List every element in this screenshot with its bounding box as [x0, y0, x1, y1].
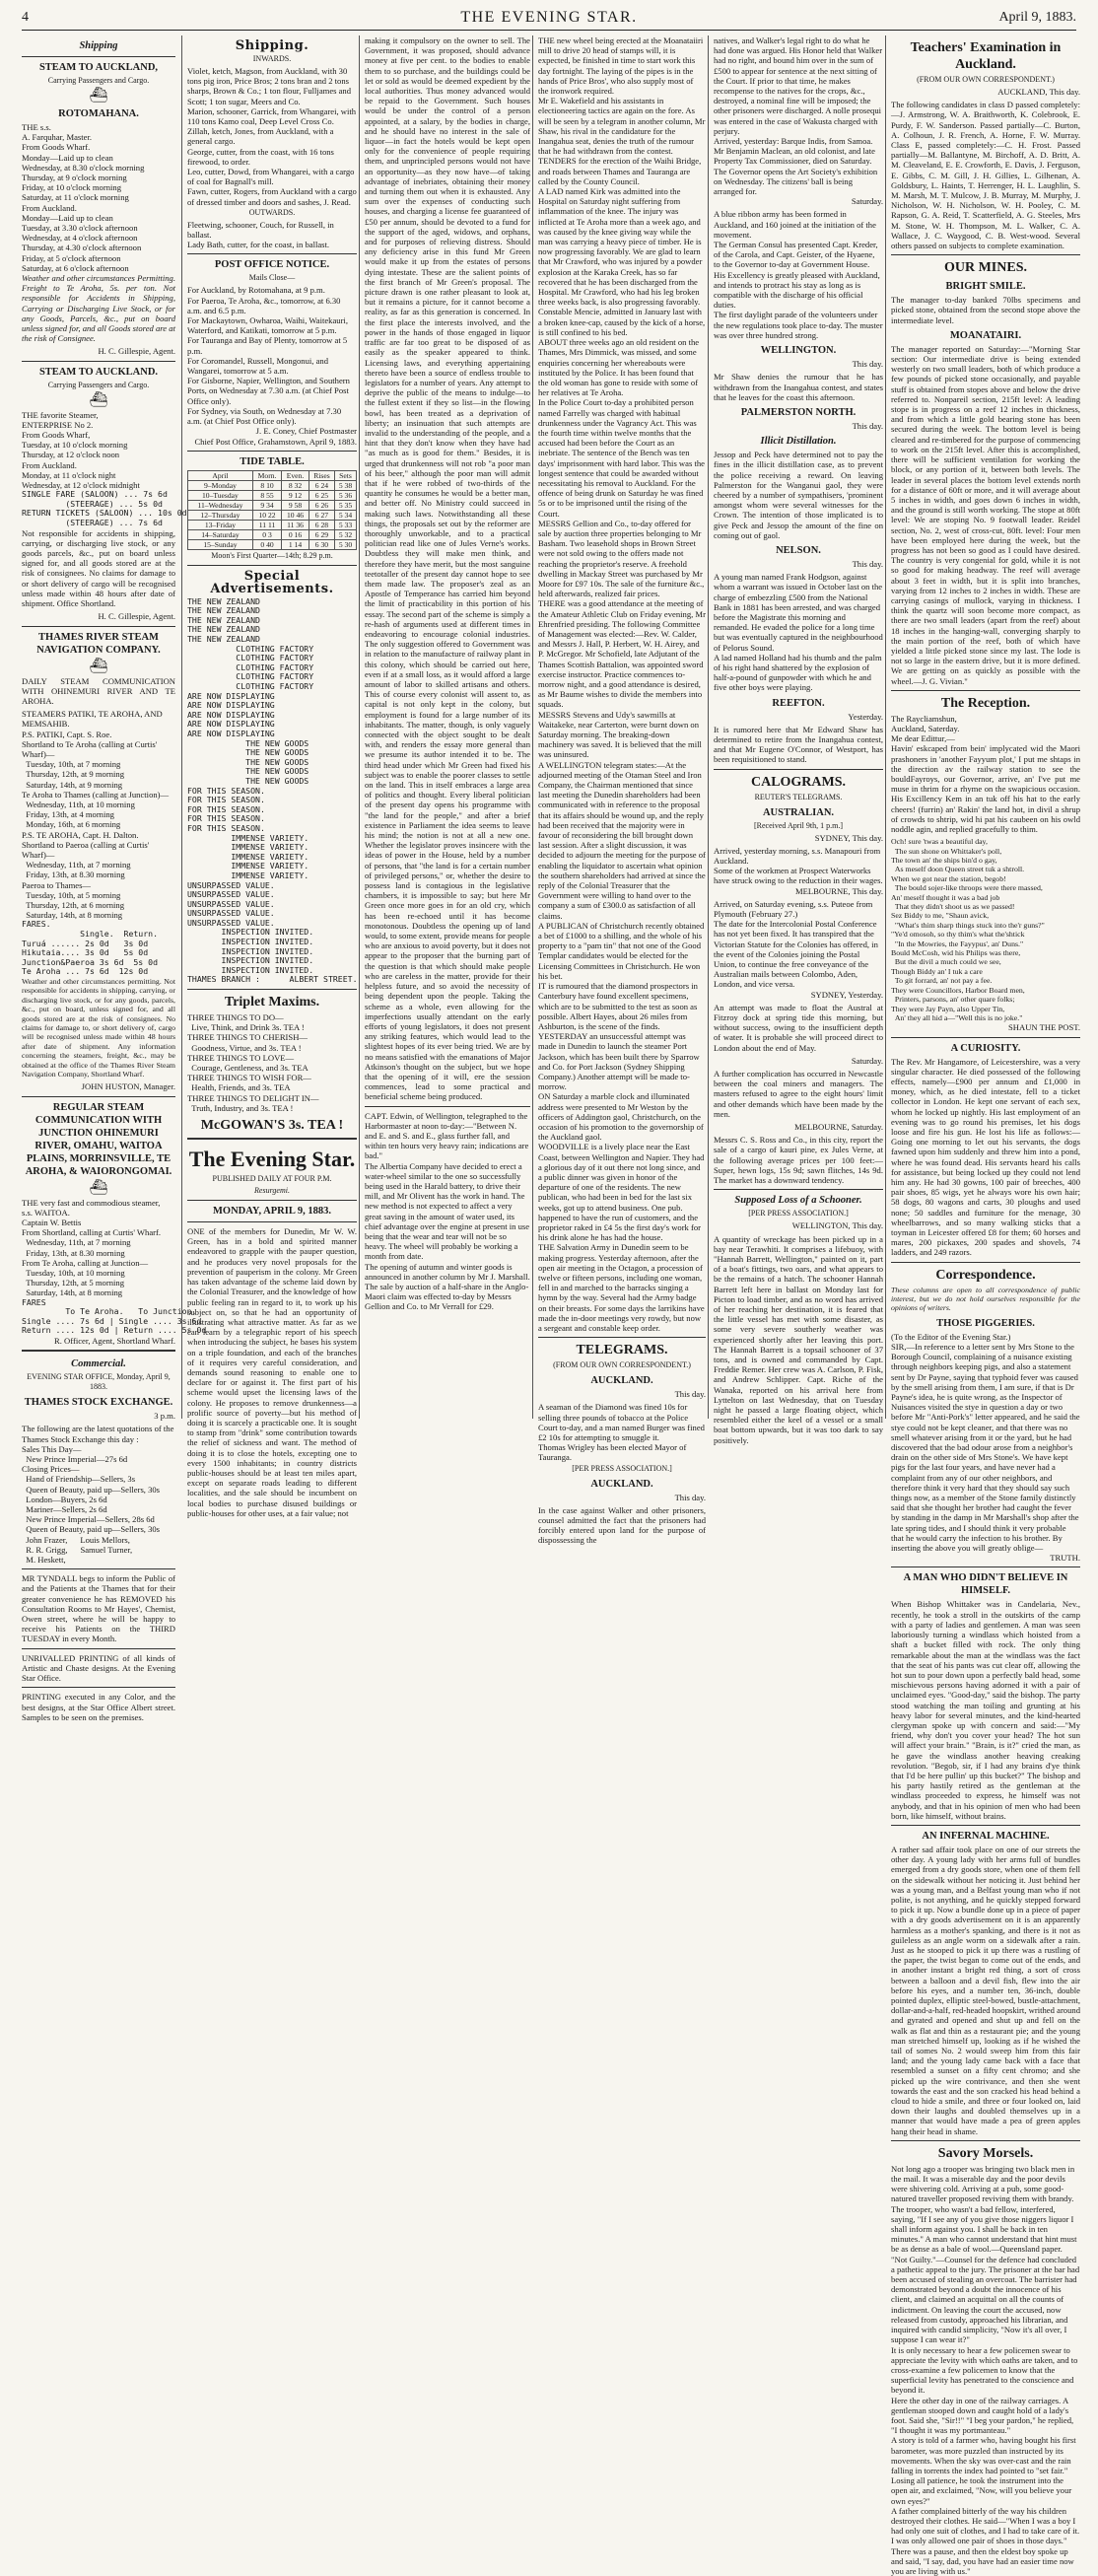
tide-cell: 5 36 — [335, 490, 357, 500]
story-headline: Savory Morsels. — [937, 2145, 1034, 2161]
divider — [22, 626, 175, 627]
steamship-icon: ⛴ — [89, 88, 108, 104]
tide-cell: 15–Sunday — [188, 539, 253, 549]
tea-slogan: McGOWAN'S 3s. TEA ! — [200, 1118, 344, 1134]
triplet-body: THREE THINGS TO DO— Live, Think, and Drink 3s. TEA ! THREE THINGS TO CHERISH— Goodness, Virtue, and 3s. TEA ! THREE THINGS TO LOVE— Courage, Gentleness, and 3s. TEA THREE THINGS TO WISH FOR— Health, Friends, and 3s. TEA THREE THINGS TO DELIGHT IN— Truth, Industry, and 3s. TEA ! — [187, 1012, 319, 1113]
letter-signature: SHAUN THE POST. — [1008, 1022, 1080, 1033]
cable-text: A further complication has occurred in Newcastle between the coal miners and managers. The masters refused to agree to the eight hours' limit and other demands which have been made by the men. — [714, 1069, 883, 1119]
dateline-place: WELLINGTON, This day. — [791, 1220, 883, 1231]
dateline-day: This day. — [674, 1389, 706, 1400]
dateline-place: REEFTON. — [772, 697, 825, 709]
office-dateline: EVENING STAR OFFICE, Monday, April 9, 1883. — [27, 1372, 171, 1392]
fare-list: SINGLE FARE (SALOON) ... 7s 6d (STEERAGE) ... 5s 0d RETURN TICKETS (SALOON) ... 10s 0d (STEERAGE) ... 7s 6d — [22, 489, 187, 528]
inward-list: Violet, ketch, Magson, from Auckland, with 30 tons pig iron, Price Bros; 2 tons bran and 2 tons sharps, Brown & Co.; 1 ton flour, Fulljames and Scott; 1 ton sugar, Meers and Co. Marion, schooner, Garrick, from Whangarei, with 110 tons Kamo coal, Deep Level Cross Co. Zillah, ketch, Jones, from Auckland, with a general cargo. George, cutter, from the coast, with 16 tons firewood, to order. Leo, cutter, Dowd, from Whangarei, with a cargo of coal for Bagnall's mill. Fawn, cutter, Rogers, from Auckland with a cargo of dressed timber and doors and sashes, J. Read. — [187, 66, 357, 207]
table-row — [188, 480, 357, 490]
mine-report: The manager reported on Saturday:—"Morning Star section: Our intermediate drive is being extended westerly on two small leaders, both of which produce a few pounds of picked stone occasionally, and payable stuff is obtained from stopes above and below the drive referred to. Nonpareil section, 215ft level: A leading stope is in progress on a reef 12 inches in thickness, and from which a little gold bearing stone has been secured during the week. The bottom level is being cleared and re-timbered for the purpose of commencing to work on the 215ft level. After this is accomplished, there will be sufficient ventilation for working the block, or any portion of it, between both levels. The leader in several places the bottom level extends north for a distance of 60ft or more, and it will average about 5 inches in width, and goes down 6 inches in width, and the ground is still worth working. The stope at 80ft level: We are stoping No. 9 footwall leader. Reidel section, No. 2, west of cross-cut, 80ft. level: Four men have been employed here during the week, but the progress has not been so good as I could have desired. The country is very congenial for gold, while it is not so good for making headway. The reef will average about 3 feet in width, but it is split into branches, varying from 12 inches to 2 inches in width. These are carrying casings of mullock, varying in thickness. I think the quartz will soon become more compact, as there are two small leaders (apart from the reef) about 18 inches in the hanging-wall, converging sharply to the main portion of the reef, both of which have yielded a little picked stone since my last. The lode is not so large in the eastern drive, but it is more defined. We are getting on as quickly as possible with the wheel.—J. G. Vivian." — [891, 343, 1080, 686]
dateline-day: This day. — [674, 1492, 706, 1502]
subhead-outwards: OUTWARDS. — [248, 207, 296, 217]
dateline-day: This day. — [852, 359, 883, 370]
tide-cell: 8 10 — [252, 480, 281, 490]
clothing-factory-ad: THE NEW ZEALAND THE NEW ZEALAND THE NEW ZEALAND THE NEW ZEALAND THE NEW ZEALAND CLOTHING FACTORY CLOTHING FACTORY CLOTHING FACTORY CLOTHING FACTORY CLOTHING FACTORY ARE NOW DISPLAYING ARE NOW DISPLAYING ARE NOW DISPLAYING ARE NOW DISPLAYING ARE NOW DISPLAYING THE NEW GOODS THE NEW GOODS THE NEW GOODS THE NEW GOODS THE NEW GOODS FOR THIS SEASON. FOR THIS SEASON. FOR THIS SEASON. FOR THIS SEASON. FOR THIS SEASON. IMMENSE VARIETY. IMMENSE VARIETY. IMMENSE VARIETY. IMMENSE VARIETY. IMMENSE VARIETY. UNSURPASSED VALUE. UNSURPASSED VALUE. UNSURPASSED VALUE. UNSURPASSED VALUE. UNSURPASSED VALUE. INSPECTION INVITED. INSPECTION INVITED. INSPECTION INVITED. INSPECTION INVITED. INSPECTION INVITED. THAMES BRANCH : ALBERT STREET. — [187, 595, 358, 985]
tide-cell: 0 3 — [252, 529, 281, 539]
story-headline: Supposed Loss of a Schooner. — [734, 1195, 862, 1207]
divider — [187, 989, 357, 990]
story-headline: A MAN WHO DIDN'T BELIEVE IN HIMSELF. — [903, 1572, 1068, 1597]
telegram-text: It is rumored here that Mr Edward Shaw has determined to retire from the Inangahua contest, and that Mr Eugene O'Connor, of Westport, has been requisitioned to stand. — [714, 724, 883, 765]
tide-cell: 6 26 — [309, 500, 334, 510]
tide-cell: 11 36 — [282, 520, 309, 529]
mine-name: BRIGHT SMILE. — [945, 281, 1026, 293]
ad-agent: H. C. Gillespie, Agent. — [98, 611, 175, 622]
letter-intro: The Raycliamshun, Auckland, Saterday. Me dear Edittur,— — [891, 713, 960, 744]
dateline-place: SYDNEY, This day. — [814, 832, 883, 843]
tide-cell: 8 55 — [252, 490, 281, 500]
letter-signature: TRUTH. — [1050, 1553, 1080, 1564]
section-header-special: Special Advertisements. — [210, 568, 334, 596]
issue-date: April 9, 1883. — [998, 10, 1076, 25]
local-news: CAPT. Edwin, of Wellington, telegraphed to the Harbormaster at noon to-day:—"Between N. and E. and S. and E., glass further fall, and within ten hours very heavy rain; indications are bad." The Albertia Company have decided to erect a water-wheel similar to the one so successfully being used in the Harald battery, to drive their mill, and Mr Olivent has the work in hand. The new method is not expected to affect a very great saving in the amount of water used, its chief advantage over the engine at present in use being that the wear and tear will not be so heavy. The wheel will probably be working a month from date. The opening of autumn and winter goods is announced in another column by Mr J. Marshall. The sale by auction of a half-share in the Anglo-Maori claim was effected to-day by Messrs Gellion and Co. to Mr Verrall for £29. — [365, 1110, 530, 1312]
story-text: A quantity of wreckage has been picked up in a bay near Terawhiti. It comprises a lifebuoy, with "Hannah Barrett, Wellington," painted on it, part of a boat's fittings, two oars, and what appears to be the remains of a hatch. The schooner Hannah Barrett left here in ballast on Monday last for Picton to load timber, and as no word has arrived of her reaching her destination, it is feared that the little vessel has met with some disaster, as some very severe southerly weather was experienced shortly after her leaving this port. The Hannah Barrett is a topsail schooner of 37 tons, and is owned and commanded by Capt. Freddie Remer. Her crew was A. Carlson, P. Fisk, and Andrew Schlipper. Capt. Riche of the Wanaka, reported on his arrival here from Lyttelton on last Wednesday, that on Tuesday night he passed a large floating object, which resembled either the keel of a vessel or a small boat bottom upwards, but it was too dark to say positively. — [714, 1233, 883, 1445]
cable-text: An attempt was made to float the Austral at Fitzroy dock at spring tide this morning, but without success, owing to the insufficient depth of water. It is probable she will proceed direct to London about the end of May. — [714, 1002, 883, 1053]
telegrams-title: TELEGRAMS. — [576, 1343, 668, 1358]
table-row — [188, 500, 357, 510]
tide-col-header: Morn. — [252, 470, 281, 480]
dateline-place: SYDNEY, Yesterday. — [810, 989, 883, 1000]
notice-printing: UNRIVALLED PRINTING of all kinds of Artistic and Chaste designs. At the Evening Star Office. — [22, 1652, 175, 1684]
story-text: The Rev. Mr Hangamore, of Leicestershire, was a very singular character. He died possessed of the following effects, namely—£900 per annum and £1,000 in money, which, as he died intestate, fell to a ticket collector in London. He kept one servant of each sex, whom he locked up nightly. His last employment of an evening was to go round his premises, let his dogs loose and fire his gun. He lost his life as follows:—Going one morning to let out his servants, the dogs fawned upon him suddenly and threw him into a pond, where he was found dead. His servants heard his calls for assistance, but being locked up they could not lend him any. He had 30 gowns, 100 pair of breeches, 400 pair shoes, 85 wigs, yet he always wore his own hair; 58 dogs, 80 wagons and carts, 30 ploughs and used none; 50 saddles and furniture for the menage, 30 wheelbarrows, and so many walking sticks that a toyman in Leicester offered £8 for them; 60 horses and mares, 200 pickaxes, 200 spades and shovels, 74 ladders, and 249 razors. — [891, 1056, 1080, 1258]
column-2 — [181, 35, 358, 1518]
tide-cell: 9 12 — [282, 490, 309, 500]
letter-text: Havin' eskcaped from bein' implycated wid the Maori prashoners in 'another Fayyum plot,' I put me shtaps in the direction av the railway station to see the bouldFayroys, our Governor, arrive, an' I've put me muse in thrim for a rhyme on the swapicious occasion. His Excillency Kem in an tuk off his hat to the early cheers! (furrin) an' Rakin' the land hot, in divil a shrup of crowds to shtrip, wid hi pat his caubeen on his owld noddle agin, and replied gracefully to thim. — [891, 743, 1080, 834]
divider — [891, 1566, 1080, 1567]
tide-table — [187, 470, 357, 550]
editorial-text: ONE of the members for Dunedin, Mr W. W. Green, has in a bold and spirited manner endeavored to grapple with the pauper question, and he produces very novel proposals for the prevention of pauperism in the colony. Mr Green has taken advantage of the scheme laid down by the Colonial Treasurer, and the knowledge of how public feeling ran in regard to it, to work up his subject on, so that he had an opportunity of illustrating what attractive matter. As far as we can learn by a telegraphic report of his speech when introducing the subject, he bases his system on a triple foundation, and each of the branches of it requires very careful consideration, and demands sound reasoning to enable one to declare for or against it. The first part of his scheme would upset the licensing laws of the colony. He proposes to remove drunkenness—a prolific source of poverty—but his method of doing it is scarcely a practicable one. It is sought to stamp from "drink" some contribution towards the relief of sickness and want. The method of doing it is to close the hotels, excepting one to every 1500 inhabitants; in country districts public-houses should be at least ten miles apart, except on separate roads leading to different localities, and the sale should be incumbent on local bodies to purchase disused buildings or public-houses for other uses, at a fair value; not — [187, 1226, 357, 1518]
tide-cell: 10 46 — [282, 510, 309, 520]
local-news: THE new wheel being erected at the Moanataiiri mill to drive 20 head of stamps will, it is expected, be finished in time to start work this day fortnight. The laying of the pipes is in the hands of Price Bros', who also supply most of the ironwork required. Mr E. Wakefield and his assistants in electioneering tactics are again on the fore. As will be seen by a telegram in another column, Mr Shaw, his rival in the candidature for the Inangahua seat, denies the truth of the rumour that he had withdrawn from the contest. TENDERS for the erection of the Waihi Bridge, and roads between Thames and Tauranga are called by the County Council. A LAD named Kirk was admitted into the Hospital on Saturday night suffering from inflammation of the knee. The injury was inflicted at Te Aroha more than a week ago, and was caused by the knee giving way while the man was carrying a heavy piece of timber. He is now progressing favorably. We are glad to learn that Mr Crawford, who was injured by a powder explosion at the Karaka Creek, has so far recovered that he has been discharged from the Hospital. Mr Crawford, who had his leg broken three weeks back, is also progressing favorably. Constable Mencie, admitted in January last with a broken knee-cap, caused by the kick of a horse, is still confined to his bed. ABOUT three weeks ago an old resident on the Thames, Mrs Dimmick, was missed, and some enquiries concerning her whereabouts were instituted by the Police. It has been found that the old woman has gone to reside with some of her relatives at Te Aroha. In the Police Court to-day a prohibited person named Farrelly was charged with habitual drunkenness under the Vagrancy Act. This was the fourth time within twelve months that the accused had been before the Court as an inebriate. The sentence of the Bench was ten days' imprisonment with hard labor. This was the longest sentence that could be awarded without necessitating his removal to Auckland. For the offence of being drunk on Saturday he was fined 5s or to be imprisoned until the rising of the Court. MESSRS Gellion and Co., to-day offered for sale by auction three properties belonging to Mr Basham. Two leasehold shops in Brown Street were not sold owing to the offers made not reaching the proprietor's reserve. A freehold dwelling in Mackay Street was purchased by Mr Moore for £97 10s. The sale of the furniture &c., held afterwards, realized fair prices. THERE was a good attendance at the meeting of the Amateur Athletic Club on Friday evening, Mr Ehrenfried presiding. The following Committee of Management was elected:—Rev. W. Calder, and Messrs J. Hall, P. Herbert, W. H. Airey, and P. McGregor. Mr Schofield, late Adjutant of the Thames Scottish Battalion, was appointed sword exercise instructor. Practice commences to-morrow night, and a good attendance is desired, as Mr Baume wishes to divide the members into squads. MESSRS Stevens and Udy's sawmills at Waitakeke, near Carterton, were burnt down on Saturday morning. The breaking-down machinery was saved. It is believed that the mill was uninsured. A WELLINGTON telegram states:—At the adjourned meeting of the Otaman Steel and Iron Company, the Chairman mentioned that since last meeting the Dunedin shareholders had been communicated with in reference to the proposal that its affairs should be wound up, and the reply had been received that the majority were in favour of reconsidering the bill brought down last session. After a slight discussion, it was decided to adjourn the meeting for the purpose of enabling the liquidator to ascertain what opinion the southern shareholders had arrived at since the reply of the Colonial Treasurer that the Government were willing to hand over to the company a sum of £300.0 as satisfaction of all claims. A PUBLICAN of Christchurch recently obtained a bet of £1000 to a shilling, and the whole of his property to a "pam tin" that not one of the Good Templar candidates would be elected for the Licensing Committees in Christchurch. He won his bet. IT is rumoured that the diamond prospectors in Canterbury have found excellent specimens, which are to be submitted to the test as soon as possible. Albert Hayes, about 26 miles from Ashburton, is the scene of the finds. YESTERDAY an unsuccessful attempt was made in Dunedin to launch the steamer Port Jackson, which has been built there by Sparrow and Co. for Port Jackson (Sydney Shipping Company.) Another attempt will be made to-morrow. ON Saturday a marble clock and illuminated address were presented to Mr Weston by the officers of Addington gaol, Christchurch, on the occasion of his promotion to the governorship of the Auckland gaol. WOODVILLE is a lively place near the East Coast, between Wellington and Napier. They had a glorious day of it out there not long since, and a public dinner was given in honor of the departure of one of the residents. The new publican, who had been in bed for the last six weeks, got up to attend business. One pub. happened to have the run of customers, and the proprietor raked in £4 5s the first day's work for his drink alone he has had the house. THE Salvation Army in Dunedin seem to be making progress. Yesterday afternoon, after the open air meeting in the Octagon, a procession of twelve or fifteen persons, including one woman, fell in and marched to the barracks singing a hymn by the way. Several had the Army badge on their breasts. For some days the larrikins have made the in-door meetings very rowdy, but now a sergeant and constable keep order. — [538, 35, 706, 1333]
tide-cell: 1 14 — [282, 539, 309, 549]
divider — [22, 1687, 175, 1688]
column-5 — [708, 35, 883, 1445]
telegrams-sub: (FROM OUR OWN CORRESPONDENT.) — [553, 1360, 691, 1370]
divider — [891, 254, 1080, 255]
correspondence-note: These columns are open to all correspondence of public interest, but we do not hold ourselves responsible for the opinions of writers. — [891, 1285, 1080, 1313]
ad-subtitle: Carrying Passengers and Cargo. — [47, 380, 150, 389]
divider — [891, 2140, 1080, 2141]
tide-cell: 10 22 — [252, 510, 281, 520]
divider — [22, 1648, 175, 1649]
ad-body: THE s.s. A. Farquhar, Master. From Goods Wharf. Monday—Laid up to clean Wednesday, at 8.30 o'clock morning Thursday, at 9 o'clock morning Friday, at 10 o'clock morning Saturday, at 11 o'clock morning From Auckland. Monday—Laid up to clean Tuesday, at 3.30 o'clock afternoon Wednesday, at 4 o'clock afternoon Thursday, at 4.30 o'clock afternoon Friday, at 5 o'clock afternoon Saturday, at 6 o'clock afternoon — [22, 122, 145, 273]
cable-text: Arrived, yesterday morning, s.s. Manapouri from Auckland. Some of the workmen at Prospect Waterworks have struck owing to the reduction in their wages. — [714, 845, 883, 886]
dateline-place: AUCKLAND. — [590, 1375, 653, 1387]
tide-table-title: TIDE TABLE. — [240, 455, 305, 467]
divider — [187, 1200, 357, 1201]
post-office-title: POST OFFICE NOTICE. — [214, 259, 330, 271]
dateline-place: MELBOURNE, Saturday. — [794, 1122, 883, 1133]
notice-printing: PRINTING executed in any Color, and the best designs, at the Star Office Albert street. Samples to be seen on the premises. — [22, 1692, 175, 1722]
outward-list: Fleetwing, schooner, Couch, for Russell, in ballast. Lady Bath, cutter, for the coast, in ballast. — [187, 219, 334, 250]
divider — [187, 253, 357, 254]
ad-title: REGULAR STEAM COMMUNICATION WITH JUNCTION OHINEMURI RIVER, OMAHU, WAITOA PLAINS, MORRINSVILLE, TE AROHA, & WAIORONGOMAI. — [25, 1101, 172, 1177]
editorial-continued: making it compulsory on the owner to sell. The Government, it was proposed, should advance money at five per cent. to the bodies to enable them to so purchase, and the buildings could be let or sold as would be deemed expedient by the local authorities. Thus money advanced would be repaid to the Government. Such houses would be under the control of a person appointed, at a salary, by the bodies in charge, and he should have no interest in the sale of liquor—in fact the hotels would be kept open only for the convenience of people requiring them, and unprincipled persons would not have an opportunity—as they now have—of taking advantage of inebriates, obtaining their money and turning them out when it is exhausted. Any sum over the expenses of conducting such houses, and charging a license fee guaranteed of £50 per annum, should be devoted to a fund for the support of the aged, widows, and orphans, and for purposes of relieving distress. Should any deficiency arise in this fund Mr Green would make it up from the estates of persons dying intestate. These are the salient points of the first branch of Mr Green's proposal. The picture drawn is one rather pleasant to look at, but it remains a picture, for it cannot become a reality, as far as this generation is concerned. In the first place the interests involved, and the power in the hands of those engaged in liquor traffic are far too great to be disposed of as easily as the speaker appeared to think. Licensing laws, and everything appertaining thereto have been a source of endless trouble to legislators for a number of years. Any attempt to deprive the public of the means to indulge—to the fullest extent if they so list—in the flowing bowl, has been treated as a deprivation of liberty; an insinuation that such attempts are invalid to the understanding of the people, and a hint that they don't know when they have had "as much as is good for them." Besides, it is urged that drunkenness will not rob "a poor man of his beer," although the poor man will admit that if he were robbed of two-thirds of the quantity he consumes he would be a better man, and better off. No Ministry could succeed in making such laws. Notwithstanding all these things, the proposals set out by the reformer are thoroughly unworkable, and to a practical politician read like one of Jules Verne's works. Doubtless they will make men think, and therefore they have merit, but the most sanguine teetotaller of the present day cannot hope to see them made law. The proposer's zeal as an Apostle of Temperance has carried him beyond the limit of practicability in this portion of his essay. The second part of the scheme is simply a re-hash of arguments used at different times in endeavoring to encourage colonial industries. The only suggestion offered to Government was in relation to the manufacture of railway plant in this colony, which should be carried out here, even if at a small loss, as it would afford a large amount of labor to skilled artisans and others. This of course every colonist will assent to, as capital is not only kept in the colony, but employment is found for a large number of its inhabitants. The matter, though, is only vaguely connected with the object sought to be dealt with, and renders the essay more general than we presume its author intended it to be. The third head under which Mr Green had fixed his subject was to enable the poorer classes to settle on the land. This in itself embraces a large area of politics and thought. Every liberal politician of the present day opens his programme with "the land for the people," and after a brief existence in Parliament the idea seems to leave his mind; the notion is not at all a new one. Whether the legislator proves insincere with the ideas of power in the House, held by a number of persons, that "the land is for a certain number of privileged persons," or, whether the desire to possess land is contagious in the legislative chambers, it is impossible to say; but here Mr Green once more goes in for an old cry, which has been re-echoed until it has become monotonous. Doubtless the opening up of land would, to some extent, provide means for people who are anxious to avoid poverty, but it does not appear to the proposer that the burning part of the question is that which should make people who are careless in the matter, provide for their helpless future, and so avoid the necessity of being dependent upon the people. Taking the scheme as a whole, even allowing for the imperfections usually attendant on the early efforts of young legislators, it does not present any striking features, which would lead to the slightest hopes of its ever being tried. We are by no means satisfied with the emanations of Major Atkinson's thought on the subject, but we hope that the opening of it will, ere the session commences, lead to some practical and beneficial scheme being produced. — [365, 35, 530, 1102]
page-number: 4 — [22, 10, 29, 25]
dateline-place: PALMERSTON NORTH. — [740, 406, 857, 418]
telegram-text: Mr Shaw denies the rumour that he has withdrawn from the Inangahua contest, and states that he leaves for the coast this afternoon. — [714, 372, 883, 402]
column-1 — [22, 35, 207, 1722]
steamship-icon: ⛴ — [89, 391, 108, 408]
tide-col-header: Rises — [309, 470, 334, 480]
tide-cell: 5 35 — [335, 500, 357, 510]
ad-note: Weather and other circumstances Permitting. Freight to Te Aroha, 5s. per ton. Not responsible for Accidents in Shipping, Carrying or Discharging Live Stock, or for any Goods, Parcels, &c., put on board unless signed for, and all Goods stored are at the risk of Consignee. — [22, 273, 175, 344]
divider — [22, 56, 175, 57]
table-row — [188, 490, 357, 500]
masthead — [22, 8, 1076, 31]
post-office-sign: J. E. Coney, Chief Postmaster Chief Post Office, Grahamstown, April 9, 1883. — [194, 426, 357, 447]
column-6 — [885, 35, 1080, 2576]
cable-text: Messrs C. S. Ross and Co., in this city, report the sale of a cargo of kauri pine, ex Jules Verne, at the following average prices per 100 feet:—Super, hewn logs, 15s 9d; sawn flitches, 14s 9d. The market has a downward tendency. — [714, 1135, 883, 1186]
section-header-shipping: Shipping — [79, 40, 118, 51]
dateline-place: MELBOURNE, This day. — [794, 885, 883, 896]
ship-name: ROTOMAHANA. — [58, 108, 139, 119]
divider — [187, 451, 357, 452]
exchange-title: THAMES STOCK EXCHANGE. — [24, 1397, 173, 1409]
australian-title: AUSTRALIAN. — [762, 806, 835, 818]
steamship-icon: ⛴ — [89, 658, 108, 674]
ad-title: STEAM TO AUCKLAND, — [38, 62, 159, 73]
subhead-inwards: INWARDS. — [252, 54, 292, 63]
story-headline: AN INFERNAL MACHINE. — [922, 1830, 1050, 1842]
telegram-text: In the case against Walker and other prisoners, counsel admitted the fact that the prisoners had forcibly entered upon land for the purpose of dispossessing the — [538, 1504, 706, 1546]
dateline-day: Saturday. — [851, 196, 883, 207]
triplet-title: Triplet Maxims. — [224, 995, 320, 1010]
ad-title: STEAM TO AUCKLAND. — [38, 366, 159, 378]
tide-cell: 6 27 — [309, 510, 334, 520]
story-text: Not long ago a trooper was bringing two black men in the mail. It was a miserable day and the poor devils were shivering cold. Arriving at a pub, some good-natured traveller proposed reviving them with brandy. The trooper, who wasn't a bad fellow, interfered, saying, "If I see any of you give those niggers liquor I shall inform against you. I shall be back in ten minutes." A man who cannot understand that hint must be as dense as a bale of wool.—Queensland paper. "Not Guilty."—Counsel for the defence had concluded a pathetic appeal to the jury. The prisoner at the bar had been accused of stealing an overcoat. The barrister had demonstrated beyond a doubt the innocence of his client, and claimed an acquittal on all the counts of indictment. On leaving the court the accused, now released from custody, approached his librarian, and inquired with candid simplicity, "Now it's all over, I suppose I can wear it?" It is only necessary to hear a few policemen swear to appreciate the levity with which oaths are taken, and to cross-examine a few policemen to know that the superficial levity has penetrated to the conscience and beyond it. Here the other day in one of the railway carriages. A gentleman stooped down and caught hold of a lady's foot. Said she, "Sir!!" "I beg your pardon," he replied, "I thought it was my portmanteau." A story is told of a farmer who, having bought his first barometer, was more puzzled than instructed by its movements. When the sky was over-cast and the rain falling in torrents the index had pointed to "set fair." Losing all patience, he took the instrument into the open air, and exclaimed, "Now, will you believe your own eyes?" A father complained bitterly of the way his children destroyed their clothes. He said—"When I was a boy I had only one suit of clothes, and I had to take care of it. I was only allowed one pair of shoes in those days." There was a pause, and then the eldest boy spoke up and said, "I say, dad, you have had an easier time now you are living with us." — [891, 2163, 1080, 2576]
tide-cell: 9 58 — [282, 500, 309, 510]
tide-cell: 0 16 — [282, 529, 309, 539]
column-4 — [532, 35, 706, 1546]
divider — [187, 1221, 357, 1222]
tide-col-header: April — [188, 470, 253, 480]
steamship-icon: ⛴ — [89, 1179, 108, 1196]
correspondence-title: Correspondence. — [935, 1267, 1036, 1283]
tide-cell: 5 30 — [335, 539, 357, 549]
table-row — [188, 539, 357, 549]
dateline-place: NELSON. — [776, 544, 821, 556]
newspaper-title: THE EVENING STAR. — [460, 9, 638, 26]
press-association: [PER PRESS ASSOCIATION.] — [572, 1463, 672, 1473]
story-headline: Illicit Distillation. — [760, 436, 837, 448]
calograms-title: CALOGRAMS. — [750, 774, 847, 790]
tide-cell: 5 34 — [335, 510, 357, 520]
tide-col-header: Even. — [282, 470, 309, 480]
dateline-place: AUCKLAND. — [590, 1478, 653, 1490]
dateline-place: WELLINGTON. — [760, 345, 837, 357]
tide-moon: Moon's First Quarter—14th; 8.29 p.m. — [211, 550, 333, 560]
reuter-sub: REUTER'S TELEGRAMS. — [754, 792, 843, 801]
tide-cell: 9 34 — [252, 500, 281, 510]
table-row — [188, 529, 357, 539]
ad-note: Not responsible for accidents in shipping, carrying, or discharging live stock, or any goods parcels, &c., put on board unless signed for, and all goods stored are at the risk of consignees. No claims for damage to or short delivery of cargo will be recognised unless made within 48 hours after date of shipment. Office Shortland. — [22, 527, 175, 609]
divider — [714, 769, 883, 770]
divider — [22, 1096, 175, 1097]
ad-note: Weather and other circumstances permitting. Not responsible for accidents in shipping, carrying, or discharging live stock, or for any goods, parcels, &c., put on board, unless signed for, and all goods stored are at the risk of consignees. No claims for damage to, or short delivery of, cargo will be recognised unless made within 48 hours after date of shipment. Any information concerning the steamers, freight, &c., may be obtained at the office of the Thames River Steam Navigation Company, Shortland Wharf. — [22, 976, 175, 1079]
cable-text: Arrived, on Saturday evening, s.s. Puteoe from Plymouth (February 27.) The date for the Intercolonial Postal Conference has not yet been fixed. It has transpired that the Victorian Statute for the Colonies has offered, in the event of the Colonies joining the Postal Union, to continue the free conveyance of the Australian mails between Colombo, Aden, London, and vice versa. — [714, 898, 878, 990]
tide-cell: 10–Tuesday — [188, 490, 253, 500]
telegram-text: A young man named Frank Hodgson, against whom a warrant was issued in October last on the charge of embezzling £500 from the National Bank in 1881 has been arrested, and was charged before the Magistrate this morning and remanded. He evaded the police for a long time but was eventually captured in the neighbourhood of Pelorus Sound. A lad named Holland had his thumb and the palm of his right hand shattered by the explosion of half-a-pound of gunpowder with which he and five other boys were playing. — [714, 572, 883, 693]
ad-lead: DAILY STEAM COMMUNICATION WITH OHINEMURI RIVER AND TE AROHA. — [22, 675, 175, 706]
section-header-commercial: Commercial. — [71, 1358, 126, 1370]
dateline-day: This day. — [852, 420, 883, 431]
ad-title: THAMES RIVER STEAM NAVIGATION COMPANY. — [36, 631, 161, 656]
story-headline: THOSE PIGGERIES. — [936, 1317, 1035, 1329]
dateline-day: This day. — [852, 558, 883, 569]
ad-subtitle: Carrying Passengers and Cargo. — [47, 76, 150, 85]
ad-body: STEAMERS PATIKI, TE AROHA, AND MEMSAHIB. P.S. PATIKI, Capt. S. Roe. Shortland to Te Aroha (calling at Curtis' Wharf)— Tuesday, 10th, at 7 morning Thursday, 12th, at 9 morning Saturday, 14th, at 9 morning Te Aroha to Thames (calling at Junction)— Wednesday, 11th, at 10 morning Friday, 13th, at 4 morning Monday, 16th, at 6 morning P.S. TE AROHA, Capt. H. Dalton. Shortland to Paeroa (calling at Curtis' Wharf)— Wednesday, 11th, at 7 morning Friday, 13th, at 8.30 morning Paeroa to Thames— Tuesday, 10th, at 5 morning Thursday, 12th, at 6 morning Saturday, 14th, at 8 morning — [22, 709, 170, 921]
tide-cell: 6 25 — [309, 490, 334, 500]
exchange-quotes: The following are the latest quotations of the Thames Stock Exchange this day : Sales This Day— New Prince Imperial—27s 6d Closing Prices— Hand of Friendship—Sellers, 3s Queen of Beauty, paid up—Sellers, 30s London—Buyers, 2s 6d Mariner—Sellers, 2s 6d New Prince Imperial—Sellers, 28s 6d Queen of Beauty, paid up—Sellers, 30s John Frazer, Louis Mellors, R. R. Grigg, Samuel Turner, M. Heskett, — [22, 1424, 174, 1566]
story-headline: Teachers' Examination in Auckland. — [910, 40, 1062, 72]
column-3 — [359, 35, 530, 1419]
dateline-day: Yesterday. — [848, 711, 883, 722]
divider — [714, 1189, 883, 1190]
divider — [22, 1350, 175, 1354]
dateline-day: Saturday. — [851, 1055, 883, 1066]
mines-title: OUR MINES. — [943, 260, 1027, 276]
tide-cell: 5 33 — [335, 520, 357, 529]
telegram-text: A blue ribbon army has been formed in Auckland, and 160 joined at the initiation of the movement. The German Consul has presented Capt. Kreder, of the Carola, and Capt. Geister, of the Hyaene, to the Governor to-day at Government House. His Excellency is greatly pleased with Auckland, and intends to protract his stay as long as is compatible with the discharge of his official duties. The first daylight parade of the volunteers under the new regulations took place to-day. The muster was over three hundred strong. — [714, 209, 883, 340]
divider — [538, 1337, 706, 1338]
tide-cell: 13–Friday — [188, 520, 253, 529]
telegram-text: Jessop and Peck have determined not to pay the fines in the illicit distillation case, as to prevent the police receiving a reward. On leaving Palmerston for the Wanganui gaol, they were cheered by a number of sympathisers, 'prominent amongst whom were several witnesses for the Crown. The intention of those implicated is to give Peck and Jessop the amount of the fine on coming out of gaol. — [714, 450, 883, 540]
tide-cell: 0 40 — [252, 539, 281, 549]
ad-agent: H. C. Gillespie, Agent. — [98, 346, 175, 357]
story-headline: A CURIOSITY. — [950, 1042, 1021, 1054]
divider — [891, 1825, 1080, 1826]
tide-cell: 6 28 — [309, 520, 334, 529]
published-line: PUBLISHED DAILY AT FOUR P.M. — [212, 1174, 332, 1184]
divider — [22, 361, 175, 362]
tide-cell: 12–Thursday — [188, 510, 253, 520]
divider — [365, 1106, 530, 1107]
table-row — [188, 520, 357, 529]
tide-cell: 8 32 — [282, 480, 309, 490]
editorial-dateline: MONDAY, APRIL 9, 1883. — [213, 1206, 331, 1218]
exchange-time: 3 p.m. — [154, 1411, 175, 1422]
tide-cell: 9–Monday — [188, 480, 253, 490]
divider — [891, 690, 1080, 691]
tide-cell: 11–Wednesday — [188, 500, 253, 510]
post-office-sub: Mails Close— — [248, 273, 296, 283]
mine-report: The manager to-day banked 70lbs specimens and picked stone, obtained from the second stope above the intermediate level. — [891, 295, 1080, 325]
dateline-place: AUCKLAND, This day. — [997, 87, 1080, 97]
tide-cell: 6 30 — [309, 539, 334, 549]
divider — [22, 1568, 175, 1569]
telegram-text: A seaman of the Diamond was fined 10s for selling three pounds of tobacco at the Police Court to-day, and a man named Burger was fined £2 10s for attempting to smuggle it. Thomas Wrigley has been elected Mayor of Tauranga. — [538, 1402, 705, 1463]
mine-name: MOANATAIRI. — [949, 329, 1022, 341]
ad-body: THE very fast and commodious steamer, s.s. WAITOA. Captain W. Bettis From Shortland, calling at Curtis' Wharf. Wednesday, 11th, at 7 morning Friday, 13th, at 8.30 morning From Te Aroha, calling at Junction— Tuesday, 10th, at 10 morning Thursday, 12th, at 5 morning Saturday, 14th, at 8 morning — [22, 1197, 162, 1298]
story-text: A rather sad affair took place on one of our streets the other day. A young lady with her arms full of bundles emerged from a dry goods store, when one of them fell on the sidewalk without her noticing it. Just behind her was a young man, and a Belfast young man who if not polite, is not anything, and he quickly stepped forward to pick it up. Now a bundle done up in a piece of paper with a dry goods advertisement on it is an apparently harmless as a mother's spanking, and there is it not as guileless as an angle worm on a sidewalk after a rain. Just as he stooped to pick it up there was a rustling of the paper, the twist began to come out of the ends, and in another instant a bright red thing, a sort of cross between a balloon and a devil fish, flew into the air before his eyes, and a number ten, 36-inch, double pointed duplex, elliptic steel-bowed, bustle-attachment, dollar-and-a-half, red-headed hoopskirt, writhed around and gyrated and opened and shut up and fell on the walk as flat and thin as a restaurant pie; and the young man stretched himself up, looking as if he wished the tail of somes No. 2 would sweep him from this fair land; and the young lady came back with a face that resembled a sunset on a fifty cent chromo; and she picked up the wire contrivance, and then she went towards the east and the son cracked his head behind a cloud to hide a smile, and three or four looked on, laid down their laughs and doubled themselves up in a manner that would have made a pea of green apples hang their head in shame. — [891, 1844, 1080, 2136]
fare-table: FARES. Single. Return. Turuá ...... 2s 0d 3s 0d Hikutaia.... 3s 0d 5s 0d Junction&Paeroa 3s 6d 5s 0d Te Aroha ... 7s 6d 12s 0d — [22, 919, 159, 977]
ad-agent: R. Officer, Agent, Shortland Wharf. — [54, 1336, 175, 1347]
story-headline: The Reception. — [940, 695, 1031, 711]
received-line: [Received April 9th, 1 p.m.] — [754, 820, 843, 830]
tide-cell: 6 29 — [309, 529, 334, 539]
divider — [891, 1037, 1080, 1038]
story-text: The following candidates in class D passed completely:—J. Armstrong, W. A. Braithworth, K. Colebrook, E. Purdy, F. W. Sanderson. Passed partially—C. Burton, A. Colhoun, J. R. French, A. Horne, F. W. Murray. Class E, passed completely:—C. H. Frost. Passed partially—M. Ballantyne, M. Birchoff, A. D. Britt, A. M. Cleaveland, E. E. Crowforth, E. Davis, J. Ferguson, E. Gibbs, C. M. Gill, J. H. Gillies, L. Gilhenan, A. Goldsbury, L. Haints, T. Herrenger, H. L. Laughlin, S. M. Marsh, M. T. Mulcow, J. B. Murray, M. Murphy, J. Nicholson, W. H. Nicholson, W. H. Pooley, C. M. Rapson, G. A. Reid, T. Scatterfield, A. G. Steeles, Mrs M. Stone, W. H. Thompson, M. L. Walker, C. A. Wallace, J. C. Waygood, C. B. West-wood. Several others passed on subjects to complete examination. — [891, 100, 1080, 251]
correspondent-sub: (FROM OUR OWN CORRESPONDENT.) — [917, 75, 1055, 84]
divider — [187, 1138, 357, 1142]
motto: Resurgemi. — [254, 1186, 290, 1196]
notice-tyndall: MR TYNDALL begs to inform the Public of and the Patients at the Thames that for their greater convenience he has REMOVED his Consultation Rooms to Mr Hayes', Chemist, Owen street, where he will be happy to receive his Patients on the THIRD TUESDAY in every Month. — [22, 1573, 175, 1644]
press-association: [PER PRESS ASSOCIATION.] — [748, 1209, 849, 1218]
fare-table: FARES To Te Aroha. To Junction. Single .... 7s 6d | Single .... 3s 6d Return .... 12s 0d | Return .... 5s 0d — [22, 1296, 207, 1336]
poem-verse: Och! sure 'twas a beautiful day, The sun shone on Whittaker's poll, The town an' the ships bin'd o gay, As meself doon Queen street tuk a shtroll. When we got near the station, begob! The bould sojer-like throops were there massed, An' meself thought it was a bad job That they didn't shoot us as we passed! Sez Biddy to me, "Shaun avick, "What's thim sharp things stuck into the'r guns?" "Ye'd omosoh, so thy thim's what the'shtick "In the Mowries, the Fayypus', an' Duns." Bould McCosh, wid his Philips was there, But the divil a much could we see, Though Biddy an' I tuk a care To git forrard, an' not pay a fee. They were Councillors, Harbor Board men, Printers, parsons, an' other quare folks; They were Jay Payn, also Upper Tin, An' they all hid a—"Well this is no joke." — [891, 837, 1045, 1022]
tide-cell: 5 38 — [335, 480, 357, 490]
table-row — [188, 510, 357, 520]
tide-cell: 11 11 — [252, 520, 281, 529]
tide-col-header: Sets — [335, 470, 357, 480]
divider — [891, 1262, 1080, 1263]
telegram-text: natives, and Walker's legal right to do what he had done was argued. His Honor held that Walker had no right, and bound him over in the sum of £500 to appear for sentence at the next sitting of the Court. If prior to that time, he makes recompense to the natives for the crops, &c., destroyed, a nominal fine will be imposed; the other prisoners were discharged. A nolle prosequi was entered in the case of Wakusta charged with perjury. Arrived, yesterday: Barque Indis, from Samoa. Mr Benjamin Maclean, an old colonist, and late Property Tax Commissioner, died on Saturday. The Governor opens the Art Society's exhibition on Wednesday. The citizens' ball is being arranged for. — [714, 35, 883, 197]
tide-cell: 14–Saturday — [188, 529, 253, 539]
tide-cell: 6 24 — [309, 480, 334, 490]
divider — [187, 565, 357, 566]
section-header-shipping: Shipping. — [235, 38, 309, 53]
story-text: When Bishop Whittaker was in Candelaria, Nev., recently, he took a stroll in the outskirts of the camp with a party of ladies and gentlemen. A man was seen laboriously turning a windlass which hoisted from a shaft a bucket filled with rock. The only thing remarkable about the man at the windlass was the fact that the seat of his pants was cut clear off, allowing the hot sun to pour down upon a perfectly bald head, some mischievous persons having adorned it with a pair of unclaimed eyes. "Good-day," said the bishop. The party stood watching the man toiling and grunting at his heavy labor for several minutes, and the kind-hearted clergyman spoke up with concern and said:—"My friend, why don't you cover your head? The hot sun will affect your brain." "Brain, is it?" cried the man, as he gave the windlass another heaving creaking revolution. "Begob, sir, if I had any brains d'ye think that I'd be here pullin' up this bucket?" The bishop and his party hastily retired as the gentleman at the windlass proceeded to express, he himself was not anybody, and that in his opinion of men who had been born, like himself, without brains. — [891, 1599, 1080, 1821]
tide-cell: 5 32 — [335, 529, 357, 539]
ad-manager: JOHN HUSTON, Manager. — [81, 1081, 175, 1092]
newspaper-flag: The Evening Star. — [188, 1147, 356, 1172]
ad-body: THE favorite Steamer, ENTERPRISE No 2. From Goods Wharf, Tuesday, at 10 o'clock morning Thursday, at 12 o'clock noon From Auckland. Monday, at 11 o'clock night Wednesday, at 12 o'clock midnight — [22, 409, 140, 491]
letter-text: (To the Editor of the Evening Star.) SIR,—In reference to a letter sent by Mrs Stone to the Borough Council, complaining of a nuisance existing through neighbors keeping pigs, and also a statement sent by Dr Payne, saying that typhoid fever was caused by the smell arising from them, I am sure, if that is Dr Payne's idea, he is quite wrong, as the Inspector of Nuisances visited the stye in question a day or two before Mr "Anti-Pork's" letter appeared, and he said the stye could not be kept cleaner, and that there was no smell whatever arising from it or the yard, but he had discovered that the bad odour arose from a neighbor's drain on the other side of Mrs Stone's. We have kept pigs for the last four years, and have never had a complaint from any of our other neighbors, and therefore think it very hard that they should say such things now, as a member of the Stone family distinctly said that she thought her brother had caught the fever by standing in the damp in Mr Marshall's shop after the late spring tides, and I should think it very probable that he would carry the infection to his brother. By inserting the above you will greatly oblige— — [891, 1331, 1080, 1554]
post-office-body: For Auckland, by Rotomahana, at 9 p.m. For Paeroa, Te Aroha, &c., tomorrow, at 6.30 a.m. and 6.5 p.m. For Mackaytown, Owharoa, Waihi, Waitekauri, Waterford, and Katikati, tomorrow at 5 p.m. For Tauranga and Bay of Plenty, tomorrow at 5 p.m. For Coromandel, Russell, Mongonui, and Wangarei, tomorrow at 5 a.m. For Gisborne, Napier, Wellington, and Southern Ports, on Wednesday at 7.30 a.m. (at Chief Post Office only). For Sydney, via South, on Wednesday at 7.30 a.m. (at Chief Post Office only). — [187, 285, 350, 427]
